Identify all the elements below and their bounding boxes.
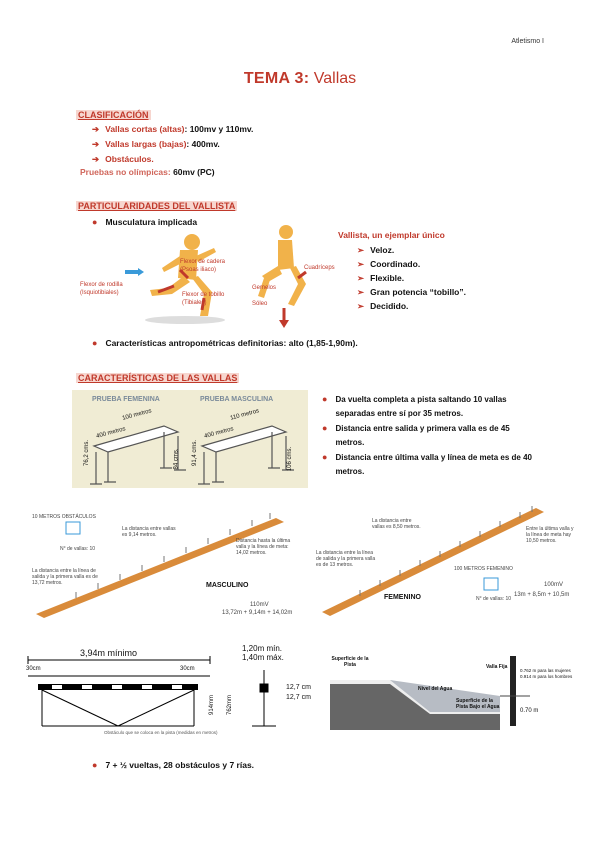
female-formula-top: 100mV xyxy=(544,582,564,588)
soleo-label: Sóleo xyxy=(252,301,268,307)
title-rest: Vallas xyxy=(309,70,357,87)
hurdle-facts xyxy=(322,393,534,478)
women-h2: 84 cms. xyxy=(173,448,180,470)
female-label: FEMENINO xyxy=(384,594,421,601)
female-formula: 13m + 8,5m + 10,5m xyxy=(514,592,570,598)
quadriceps-label: Cuadríceps xyxy=(304,265,335,271)
list-item: ➢ Flexible. xyxy=(357,273,405,283)
water-bottom-label: Superficie de la Pista Bajo el Agua xyxy=(456,698,500,710)
page-title xyxy=(0,70,600,88)
ankle-flexor-label: Flexor de tobillo (Tibiales) xyxy=(182,292,225,306)
female-note2: La distancia entre la línea de salida y la primera valla es de 13 metros. xyxy=(316,550,376,568)
male-note1: La distancia entre vallas es 9,14 metros. xyxy=(122,526,176,538)
valla-heights-label: 0.762 m para las mujeres 0.914 m para los hombres xyxy=(520,668,573,679)
knee-flexor-label: Flexor de rodilla (Isquiotibiales) xyxy=(80,282,123,296)
male-note3: Distancia hasta la última valla y la línea de meta: 14,02 metros. xyxy=(236,538,291,556)
female-note3: Entre la última valla y la línea de meta hay 10,50 metros. xyxy=(526,526,574,544)
women-h1: 76,2 cms. xyxy=(84,439,91,467)
non-olympic-line: Pruebas no olímpicas: 60mv (PC) xyxy=(80,167,215,177)
women-top-dim: 100 metros xyxy=(121,408,153,422)
women-label: PRUEBA FEMENINA xyxy=(92,396,160,403)
section-particularities: PARTICULARIDADES DEL VALLISTA xyxy=(78,201,236,211)
men-side-dim: 400 metros xyxy=(203,426,235,440)
page-header: Atletismo I xyxy=(511,38,544,45)
male-note2: La distancia entre la línea de salida y la primera valla es de 13,72 metros. xyxy=(32,568,98,586)
h-men-label: 914mm xyxy=(209,694,216,716)
water-jump-diagram xyxy=(330,650,573,732)
valla-fija-label: Valla Fija xyxy=(486,664,508,670)
list-item: ➔ Obstáculos. xyxy=(92,154,154,164)
list-item: ● Da vuelta completa a pista saltando 10 vallas separadas entre sí por 35 metros. xyxy=(322,394,507,418)
list-item: ● Distancia entre salida y primera valla es de 45 metros. xyxy=(322,423,510,447)
list-item: ● Distancia entre última valla y línea de meta es de 40 metros. xyxy=(322,452,532,476)
male-track-diagram xyxy=(26,500,310,620)
side1-label: 30cm xyxy=(26,666,41,672)
musculature-item: ● Musculatura implicada xyxy=(92,217,198,227)
steeple-summary: ● 7 + ½ vueltas, 28 obstáculos y 7 rías. xyxy=(92,760,255,770)
list-item: ➢ Gran potencia “tobillo”. xyxy=(357,287,466,297)
classification-list xyxy=(92,124,253,165)
male-formula-top: 110mV xyxy=(250,602,269,608)
female-track-diagram xyxy=(316,496,578,622)
section-hurdles: CARACTERÍSTICAS DE LAS VALLAS xyxy=(78,373,238,383)
track-surface-label: Superficie de la Pista xyxy=(331,656,369,668)
title-bold: TEMA 3: xyxy=(243,70,310,87)
female-box-title: 100 METROS FEMENINO xyxy=(454,566,513,572)
steeple-caption: Obstáculo que se coloca en la pista (medidas en metros) xyxy=(104,730,218,735)
steeple-barrier-shape xyxy=(24,640,320,730)
male-formula: 13,72m + 9,14m + 14,02m xyxy=(222,610,293,616)
female-box-label: N° de vallas: 10 xyxy=(476,596,512,602)
steeple-barrier-diagram xyxy=(24,640,320,740)
runner-illustration xyxy=(80,228,270,328)
list-item: ➢ Coordinado. xyxy=(357,259,421,269)
list-item: ➢ Decidido. xyxy=(357,301,409,311)
hurdle-drawings xyxy=(72,406,308,488)
h-women-label: 762mm xyxy=(227,694,234,716)
depth-label: 0.70 m xyxy=(520,708,539,714)
side2-label: 30cm xyxy=(180,666,195,672)
men-h2: 106 cms. xyxy=(287,446,294,472)
bar1-label: 12,7 cm xyxy=(286,684,311,691)
men-label: PRUEBA MASCULINA xyxy=(200,396,274,403)
male-label: MASCULINO xyxy=(206,582,249,589)
list-item: ➔ Vallas cortas (altas): 100mv y 110mv. xyxy=(92,124,254,134)
list-item: ➢ Veloz. xyxy=(357,245,395,255)
male-box-label: N° de vallas: 10 xyxy=(60,546,96,552)
men-h1: 91,4 cms. xyxy=(192,439,199,467)
width-label: 3,94m mínimo xyxy=(80,648,138,658)
male-box-title: 10 METROS OBSTÁCULOS xyxy=(32,514,96,520)
heights-label: 1,20m mín. 1,40m máx. xyxy=(242,644,284,662)
bar2-label: 12,7 cm xyxy=(286,694,311,701)
section-classification: CLASIFICACIÓN xyxy=(78,110,149,120)
crouch-runner-illustration xyxy=(248,220,328,332)
unique-heading: Vallista, un ejemplar único xyxy=(338,230,445,240)
hip-flexor-label: Flexor de cadera (Psoas iliaco) xyxy=(180,259,226,273)
hurdle-dimensions-panel xyxy=(72,390,308,488)
unique-list xyxy=(357,243,466,313)
men-top-dim: 110 metros xyxy=(229,408,260,422)
anthropometric-item: ● Características antropométricas definitorias: alto (1,85-1,90m). xyxy=(92,338,358,348)
female-note1: La distancia entre vallas es 8,50 metros. xyxy=(372,518,421,530)
women-side-dim: 400 metros xyxy=(95,426,127,440)
list-item: ➔ Vallas largas (bajas): 400mv. xyxy=(92,139,220,149)
water-level-label: Nivel del Agua xyxy=(418,686,453,692)
gemelos-label: Gemelos xyxy=(252,285,277,291)
